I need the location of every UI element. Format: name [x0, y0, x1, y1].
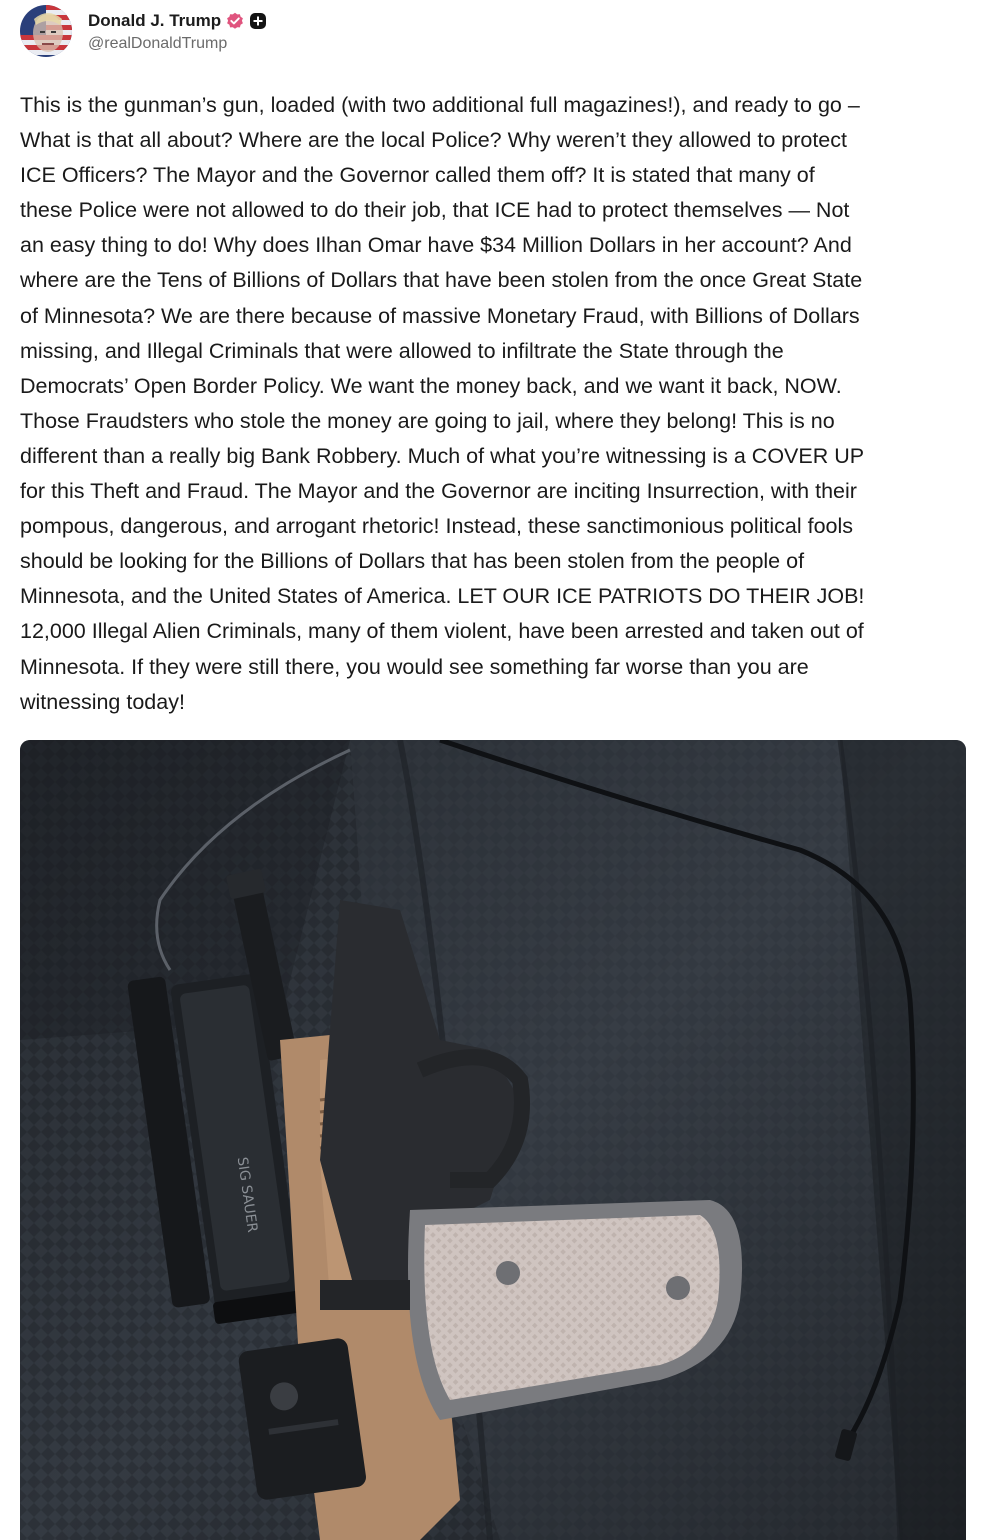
gun-photo-image: [20, 740, 966, 1540]
verified-badge-icon: [226, 12, 244, 30]
plus-badge-icon: [249, 12, 267, 30]
post-media-photo[interactable]: [20, 740, 966, 1540]
avatar[interactable]: [20, 5, 72, 57]
name-row: [88, 9, 267, 33]
avatar-flag-portrait-icon: [20, 5, 72, 57]
author-names: [88, 9, 267, 53]
post-text: This is the gunman’s gun, loaded (with two additional full magazines!), and ready to go – What is that all about? Where are the local Police? Why weren’t they allowed to protect ICE Officers? The Mayor and the Governor called them off? It is stated that many of these Police were not allowed to do their job, that ICE had to protect themselves — Not an easy thing to do! Why does Ilhan Omar have $34 Million Dollars in her account? And where are the Tens of Billions of Dollars that have been stolen from the once Great State of Minnesota? We are there because of massive Monetary Fraud, with Billions of Dollars missing, and Illegal Criminals that were allowed to infiltrate the State through the Democrats’ Open Border Policy. We want the money back, and we want it back, NOW. Those Fraudsters who stole the money are going to jail, where they belong! This is no different than a really big Bank Robbery. Much of what you’re witnessing is a COVER UP for this Theft and Fraud. The Mayor and the Governor are inciting Insurrection, with their pompous, dangerous, and arrogant rhetoric! Instead, these sanctimonious political fools should be looking for the Billions of Dollars that has been stolen from the people of Minnesota, and the United States of America. LET OUR ICE PATRIOTS DO THEIR JOB! 12,000 Illegal Alien Criminals, many of them violent, have been arrested and taken out of Minnesota. If they were still there, you would see something far worse than you are witnessing today!: [20, 93, 865, 714]
author-display-name[interactable]: Donald J. Trump: [88, 11, 222, 30]
svg-text:SIG SAUER: SIG SAUER: [233, 1156, 261, 1234]
author-handle[interactable]: @realDonaldTrump: [88, 35, 228, 52]
post-header: [20, 4, 267, 58]
